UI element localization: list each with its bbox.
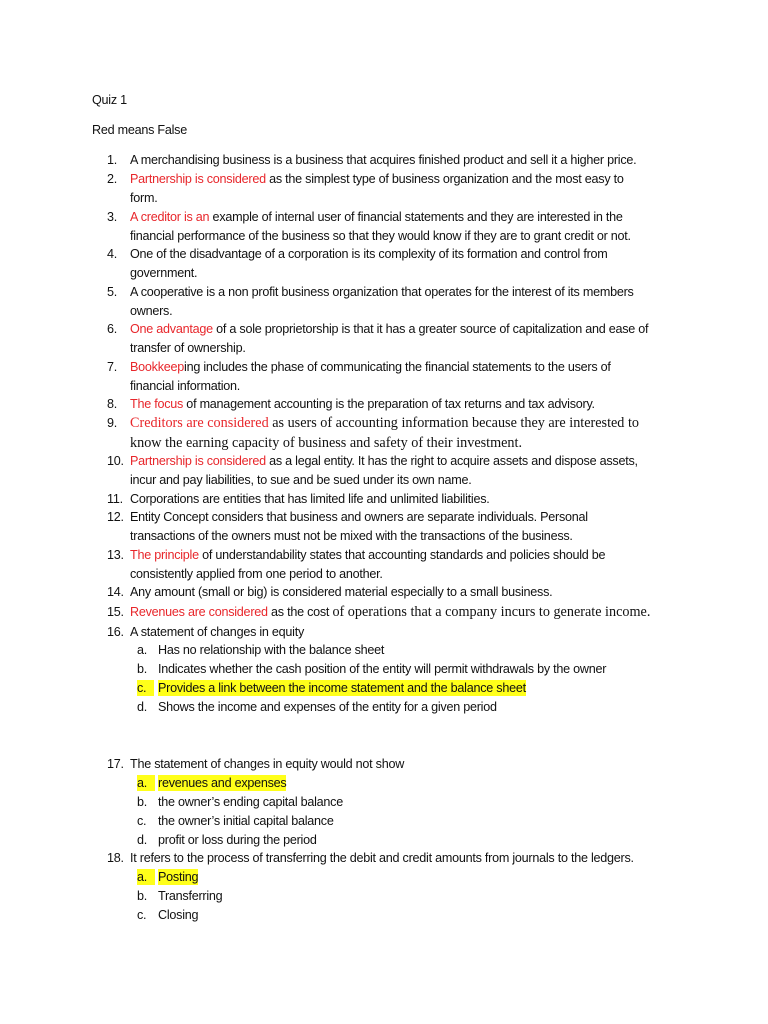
question-text	[130, 359, 611, 375]
option-text: Shows the income and expenses of the entity for a given period	[158, 700, 497, 714]
question-text	[130, 547, 605, 563]
highlighted-answer: revenues and expenses	[158, 776, 287, 790]
question-phrase: A statement of changes in equity	[130, 625, 305, 639]
option-text: Transferring	[158, 889, 223, 903]
question-number: 6.	[107, 322, 118, 336]
false-marked-phrase: Revenues are considered	[130, 605, 268, 619]
question-number: 13.	[107, 548, 124, 562]
question-phrase: example of internal user of financial statements and they are interested in the	[209, 210, 623, 224]
option-letter: b.	[137, 795, 148, 809]
question-text	[130, 152, 636, 168]
question-text	[130, 435, 522, 451]
option-text: Closing	[158, 908, 199, 922]
question-phrase: of operations that a company incurs to generate income.	[332, 604, 651, 620]
question-phrase: A cooperative is a non profit business organization that operates for the interest of its members	[130, 285, 634, 299]
question-number: 15.	[107, 605, 124, 619]
question-number: 1.	[107, 153, 118, 167]
false-marked-phrase: One advantage	[130, 322, 213, 336]
question-text	[130, 171, 624, 187]
question-number: 11.	[107, 492, 123, 506]
question-text	[130, 624, 304, 640]
question-phrase: It refers to the process of transferring the debit and credit amounts from journals to the ledgers.	[130, 851, 634, 865]
question-text	[130, 566, 383, 582]
option-letter: b.	[137, 662, 148, 676]
question-text	[130, 378, 240, 394]
question-text	[130, 190, 157, 206]
option-text: the owner’s ending capital balance	[158, 795, 343, 809]
question-phrase: as users of accounting information because they are interested to	[268, 415, 639, 431]
option-letter: a.	[137, 775, 155, 791]
question-text	[130, 396, 595, 412]
question-number: 10.	[107, 454, 124, 468]
question-number: 3.	[107, 210, 118, 224]
question-text	[130, 472, 472, 488]
highlighted-answer: Provides a link between the income statement and the balance sheet	[158, 681, 526, 695]
question-phrase: owners.	[130, 304, 173, 318]
question-phrase: transfer of ownership.	[130, 341, 246, 355]
question-phrase: One of the disadvantage of a corporation is its complexity of its formation and control from	[130, 247, 608, 261]
question-text	[130, 509, 588, 525]
question-text	[130, 604, 650, 620]
question-text	[130, 756, 404, 772]
question-text	[130, 228, 631, 244]
option-letter: c.	[137, 680, 154, 696]
option-letter: c.	[137, 814, 147, 828]
question-text	[130, 415, 639, 431]
question-phrase: know the earning capacity of business and safety of their investment.	[130, 435, 523, 451]
option-text: profit or loss during the period	[158, 833, 317, 847]
highlighted-answer: Posting	[158, 870, 199, 884]
question-phrase: A merchandising business is a business that acquires finished product and sell it a higher price.	[130, 153, 637, 167]
question-number: 7.	[107, 360, 118, 374]
question-number: 8.	[107, 397, 118, 411]
false-marked-phrase: Creditors are considered	[130, 415, 269, 431]
false-marked-phrase: The principle	[130, 548, 199, 562]
question-text	[130, 340, 246, 356]
question-text	[130, 265, 197, 281]
legend-note-text: Red means False	[92, 123, 187, 137]
question-phrase: The statement of changes in equity would not show	[130, 757, 405, 771]
question-text	[130, 453, 638, 469]
question-phrase: consistently applied from one period to another.	[130, 567, 383, 581]
option-text: Indicates whether the cash position of the entity will permit withdrawals by the owner	[158, 662, 607, 676]
question-phrase: of understandability states that accounting standards and policies should be	[198, 548, 606, 562]
question-number: 12.	[107, 510, 124, 524]
question-number: 18.	[107, 851, 124, 865]
false-marked-phrase: The focus	[130, 397, 184, 411]
question-phrase: as the simplest type of business organization and the most easy to	[265, 172, 624, 186]
question-phrase: Any amount (small or big) is considered material especially to a small business.	[130, 585, 553, 599]
question-number: 2.	[107, 172, 118, 186]
question-text	[130, 528, 573, 544]
question-phrase: as a legal entity. It has the right to acquire assets and dispose assets,	[265, 454, 638, 468]
option-letter: b.	[137, 889, 148, 903]
question-phrase: form.	[130, 191, 158, 205]
question-phrase: transactions of the owners must not be mixed with the transactions of the business.	[130, 529, 573, 543]
question-phrase: as the cost	[267, 605, 333, 619]
option-letter: d.	[137, 833, 148, 847]
question-phrase: Corporations are entities that has limited life and unlimited liabilities.	[130, 492, 490, 506]
quiz-title-text: Quiz 1	[92, 93, 127, 107]
question-phrase: government.	[130, 266, 198, 280]
question-phrase: financial performance of the business so that they would know if they are to grant credit or not.	[130, 229, 631, 243]
question-phrase: of a sole proprietorship is that it has a greater source of capitalization and ease of	[212, 322, 649, 336]
question-text	[130, 209, 623, 225]
question-number: 16.	[107, 625, 124, 639]
option-text: the owner’s initial capital balance	[158, 814, 334, 828]
question-text	[130, 491, 490, 507]
false-marked-phrase: Bookkeep	[130, 360, 185, 374]
question-number: 9.	[107, 416, 118, 430]
option-letter: c.	[137, 908, 147, 922]
question-phrase: incur and pay liabilities, to sue and be sued under its own name.	[130, 473, 472, 487]
question-phrase: ing includes the phase of communicating the financial statements to the users of	[184, 360, 611, 374]
question-text	[130, 303, 172, 319]
question-number: 17.	[107, 757, 124, 771]
question-text	[130, 850, 634, 866]
false-marked-phrase: Partnership is considered	[130, 172, 266, 186]
question-number: 4.	[107, 247, 118, 261]
option-text: Has no relationship with the balance sheet	[158, 643, 385, 657]
question-phrase: of management accounting is the preparation of tax returns and tax advisory.	[183, 397, 595, 411]
question-phrase: Entity Concept considers that business and owners are separate individuals. Personal	[130, 510, 588, 524]
question-text	[130, 246, 608, 262]
option-letter: a.	[137, 869, 155, 885]
question-number: 5.	[107, 285, 118, 299]
option-letter: a.	[137, 643, 148, 657]
question-number: 14.	[107, 585, 124, 599]
question-phrase: financial information.	[130, 379, 241, 393]
question-text	[130, 321, 648, 337]
false-marked-phrase: A creditor is an	[130, 210, 210, 224]
question-text	[130, 284, 634, 300]
option-letter: d.	[137, 700, 148, 714]
question-text	[130, 584, 552, 600]
false-marked-phrase: Partnership is considered	[130, 454, 266, 468]
